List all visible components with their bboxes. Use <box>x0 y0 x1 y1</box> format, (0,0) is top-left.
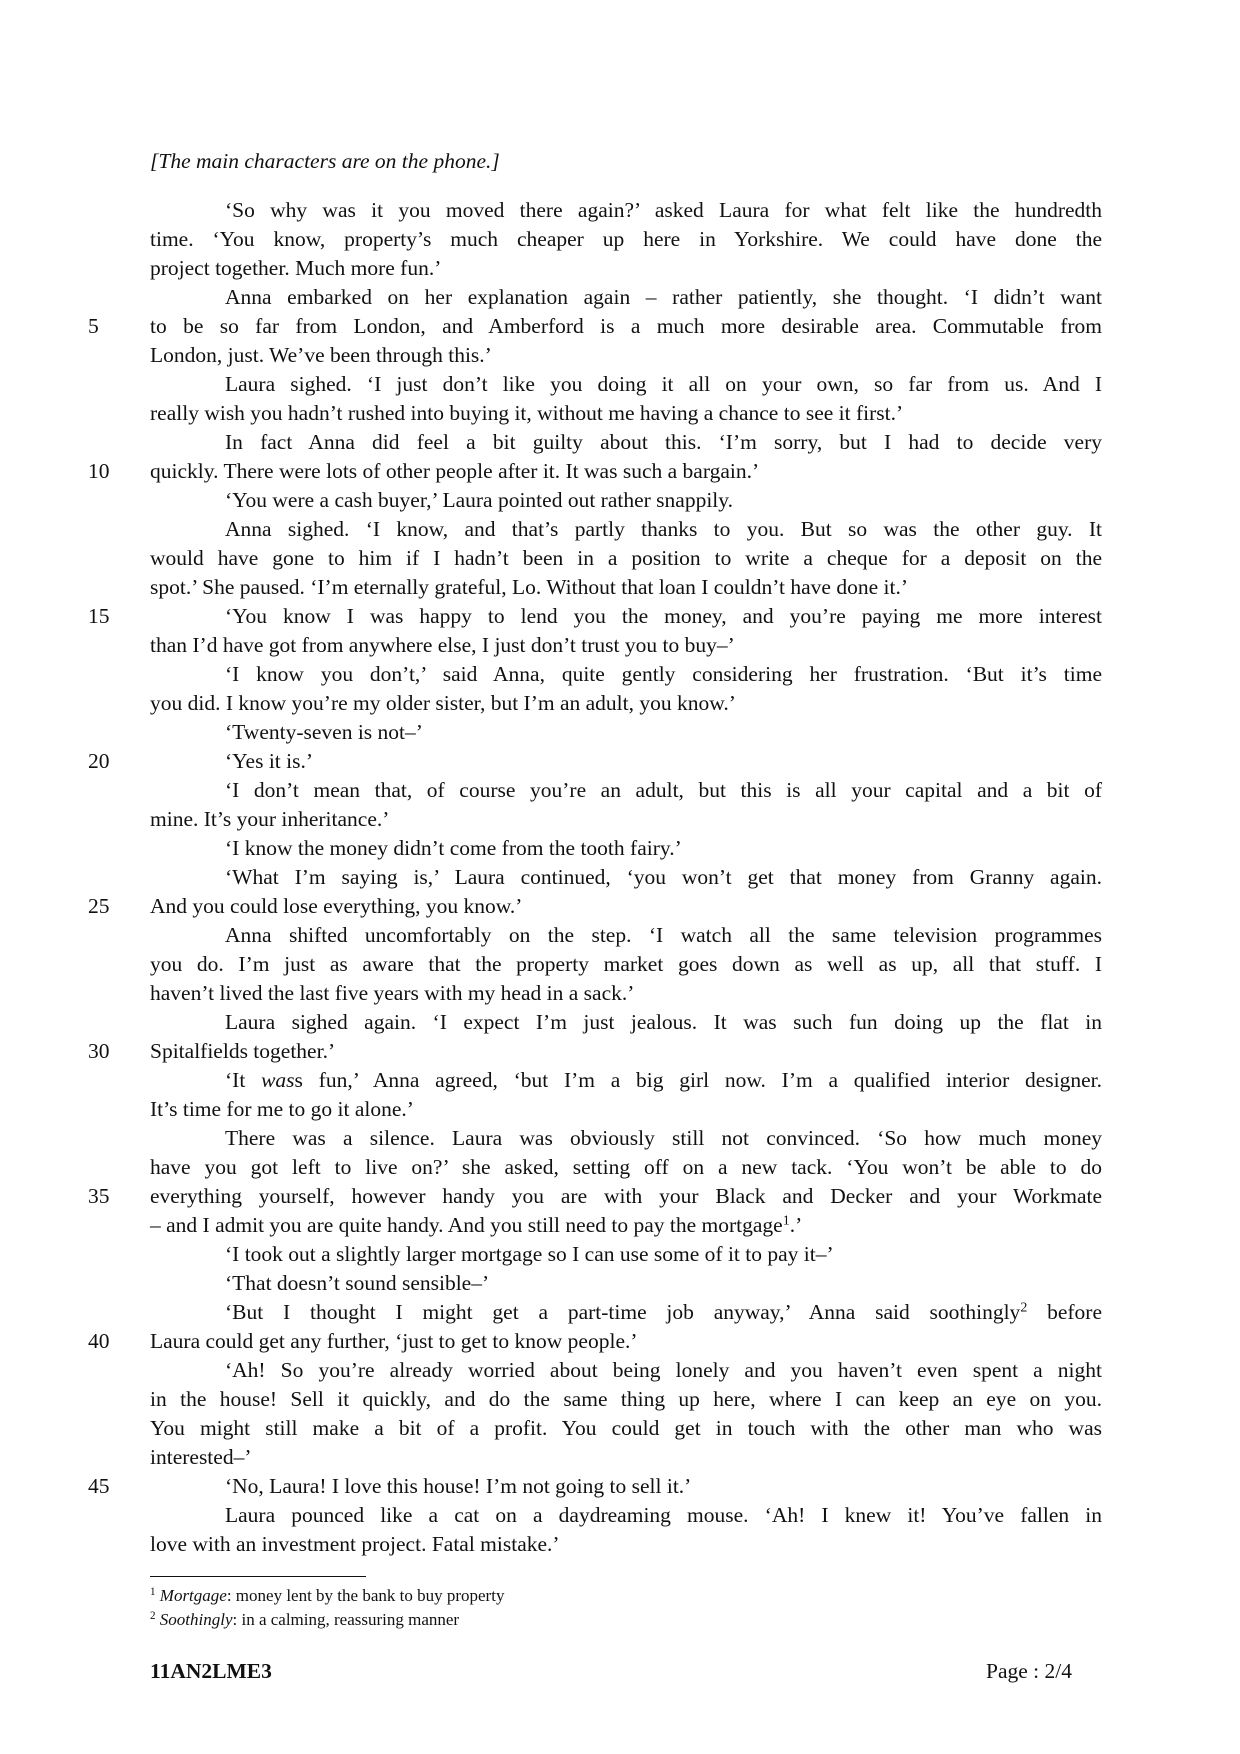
footnote-number: 2 <box>150 1609 156 1622</box>
passage-line <box>150 979 1102 1008</box>
line-text: Laura sighed. ‘I just don’t like you doing it all on your own, so far from us. And I <box>225 372 1102 396</box>
passage-line <box>150 1269 1102 1298</box>
passage-line <box>150 921 1102 950</box>
passage-line <box>150 1124 1102 1153</box>
page-footer <box>150 1659 1072 1688</box>
footnote-definition: : in a calming, reassuring manner <box>232 1610 460 1629</box>
line-text: Anna shifted uncomfortably on the step. ‘I watch all the same television programmes <box>225 923 1102 947</box>
line-text: ‘Yes it is.’ <box>225 749 314 773</box>
line-text: in the house! Sell it quickly, and do the same thing up here, where I can keep an eye on you. <box>150 1387 1102 1411</box>
passage-line <box>150 1066 1102 1095</box>
line-text: ‘I took out a slightly larger mortgage so I can use some of it to pay it–’ <box>225 1242 834 1266</box>
line-text: than I’d have got from anywhere else, I just don’t trust you to buy–’ <box>150 633 735 657</box>
line-text: ‘You know I was happy to lend you the money, and you’re paying me more interest <box>225 604 1102 628</box>
line-text: ‘Twenty-seven is not–’ <box>225 720 423 744</box>
line-text: haven’t lived the last five years with my head in a sack.’ <box>150 981 635 1005</box>
passage-line <box>150 834 1102 863</box>
page-number: Page : 2/4 <box>986 1659 1072 1683</box>
passage-line <box>150 1443 1102 1472</box>
passage-line <box>150 631 1102 660</box>
passage-line <box>150 573 1102 602</box>
line-text: ‘What I’m saying is,’ Laura continued, ‘you won’t get that money from Granny again. <box>225 865 1102 889</box>
passage-line <box>88 1327 1102 1356</box>
line-text: ‘No, Laura! I love this house! I’m not going to sell it.’ <box>225 1474 692 1498</box>
line-number: 40 <box>88 1329 110 1353</box>
footnote-definition: : money lent by the bank to buy property <box>226 1586 505 1605</box>
passage-line <box>150 1211 1102 1240</box>
passage-line <box>150 863 1102 892</box>
line-number: 45 <box>88 1474 110 1498</box>
passage-line <box>88 1182 1102 1211</box>
passage-line <box>150 486 1102 515</box>
passage-line <box>88 892 1102 921</box>
line-text: ‘I know the money didn’t come from the tooth fairy.’ <box>225 836 682 860</box>
line-text: ‘Ah! So you’re already worried about being lonely and you haven’t even spent a night <box>225 1358 1102 1382</box>
passage-line <box>150 1501 1102 1530</box>
line-text: ‘I don’t mean that, of course you’re an adult, but this is all your capital and a bit of <box>225 778 1102 802</box>
line-text: ‘But I thought I might get a part-time job anyway,’ Anna said soothingly$^2$ before <box>225 1300 1103 1324</box>
passage-line <box>150 1240 1102 1269</box>
line-text: Laura could get any further, ‘just to get to know people.’ <box>150 1329 638 1353</box>
line-text: everything yourself, however handy you are with your Black and Decker and your Workmate <box>150 1184 1102 1208</box>
footnote-divider <box>150 1576 366 1577</box>
line-text: interested–’ <box>150 1445 252 1469</box>
footnote <box>150 1608 1102 1632</box>
line-text: you did. I know you’re my older sister, but I’m an adult, you know.’ <box>150 691 736 715</box>
passage-line <box>88 312 1102 341</box>
line-text: And you could lose everything, you know.’ <box>150 894 523 918</box>
footnote-term: Mortgage <box>159 1586 227 1605</box>
line-text: In fact Anna did feel a bit guilty about this. ‘I’m sorry, but I had to decide very <box>225 430 1102 454</box>
passage-line <box>150 544 1102 573</box>
footnote <box>150 1584 1102 1608</box>
line-text: Anna embarked on her explanation again – rather patiently, she thought. ‘I didn’t want <box>225 285 1102 309</box>
line-number: 15 <box>88 604 110 628</box>
passage-line <box>150 1356 1102 1385</box>
line-text: really wish you hadn’t rushed into buying it, without me having a chance to see it first.’ <box>150 401 904 425</box>
footnotes <box>150 1576 1102 1632</box>
line-number: 35 <box>88 1184 110 1208</box>
line-text: ‘You were a cash buyer,’ Laura pointed out rather snappily. <box>225 488 734 512</box>
exam-code: 11AN2LME3 <box>150 1659 272 1683</box>
line-number: 5 <box>88 314 99 338</box>
passage-line <box>150 1298 1102 1327</box>
line-text: project together. Much more fun.’ <box>150 256 442 280</box>
passage-lines <box>88 196 1103 1559</box>
line-text: ‘So why was it you moved there again?’ asked Laura for what felt like the hundredth <box>225 198 1102 222</box>
line-number: 20 <box>88 749 110 773</box>
passage-line <box>150 225 1102 254</box>
passage-line <box>88 457 1102 486</box>
line-text: There was a silence. Laura was obviously still not convinced. ‘So how much money <box>225 1126 1102 1150</box>
passage-line <box>150 660 1102 689</box>
passage <box>88 147 1103 1559</box>
passage-line <box>150 399 1102 428</box>
passage-line <box>150 283 1102 312</box>
passage-line <box>150 341 1102 370</box>
passage-line <box>88 747 1102 776</box>
line-text: spot.’ She paused. ‘I’m eternally grateful, Lo. Without that loan I couldn’t have done it.’ <box>150 575 909 599</box>
passage-line <box>150 196 1102 225</box>
line-text: It’s time for me to go it alone.’ <box>150 1097 414 1121</box>
passage-line <box>150 254 1102 283</box>
line-text: love with an investment project. Fatal mistake.’ <box>150 1532 560 1556</box>
line-text: would have gone to him if I hadn’t been in a position to write a cheque for a deposit on the <box>150 546 1102 570</box>
line-text: London, just. We’ve been through this.’ <box>150 343 492 367</box>
line-number: 30 <box>88 1039 110 1063</box>
line-text: you do. I’m just as aware that the property market goes down as well as up, all that stuff. I <box>150 952 1102 976</box>
line-text: to be so far from London, and Amberford is a much more desirable area. Commutable from <box>150 314 1102 338</box>
line-text: – and I admit you are quite handy. And you still need to pay the mortgage$^1$.’ <box>150 1213 803 1237</box>
line-text: mine. It’s your inheritance.’ <box>150 807 390 831</box>
passage-line <box>150 515 1102 544</box>
line-text: Spitalfields together.’ <box>150 1039 336 1063</box>
passage-line <box>150 776 1102 805</box>
passage-line <box>88 1472 1102 1501</box>
line-text: Laura pounced like a cat on a daydreaming mouse. ‘Ah! I knew it! You’ve fallen in <box>225 1503 1102 1527</box>
line-text: ‘That doesn’t sound sensible–’ <box>225 1271 490 1295</box>
line-text: Laura sighed again. ‘I expect I’m just jealous. It was such fun doing up the flat in <box>225 1010 1102 1034</box>
passage-line <box>88 1037 1102 1066</box>
passage-line <box>150 1153 1102 1182</box>
line-text: time. ‘You know, property’s much cheaper up here in Yorkshire. We could have done the <box>150 227 1102 251</box>
passage-line <box>150 428 1102 457</box>
footnote-term: Soothingly <box>159 1610 233 1629</box>
line-number: 10 <box>88 459 110 483</box>
passage-line <box>150 689 1102 718</box>
footnote-number: 1 <box>150 1585 156 1598</box>
line-text: Anna sighed. ‘I know, and that’s partly thanks to you. But so was the other guy. It <box>225 517 1102 541</box>
stage-direction: [The main characters are on the phone.] <box>150 149 500 173</box>
passage-line <box>150 1095 1102 1124</box>
passage-line <box>150 950 1102 979</box>
line-text: You might still make a bit of a profit. You could get in touch with the other man who was <box>150 1416 1102 1440</box>
line-number: 25 <box>88 894 110 918</box>
passage-line <box>150 1530 1102 1559</box>
passage-line <box>150 1414 1102 1443</box>
line-text: ‘I know you don’t,’ said Anna, quite gently considering her frustration. ‘But it’s time <box>225 662 1102 686</box>
line-text: quickly. There were lots of other people after it. It was such a bargain.’ <box>150 459 760 483</box>
passage-line <box>150 1008 1102 1037</box>
passage-line <box>150 1385 1102 1414</box>
passage-line <box>150 718 1102 747</box>
line-text: have you got left to live on?’ she asked, setting off on a new tack. ‘You won’t be able to do <box>150 1155 1102 1179</box>
passage-line <box>150 805 1102 834</box>
line-text: ‘It wass fun,’ Anna agreed, ‘but I’m a big girl now. I’m a qualified interior designer. <box>225 1068 1103 1092</box>
passage-line <box>150 370 1102 399</box>
passage-line <box>88 602 1102 631</box>
